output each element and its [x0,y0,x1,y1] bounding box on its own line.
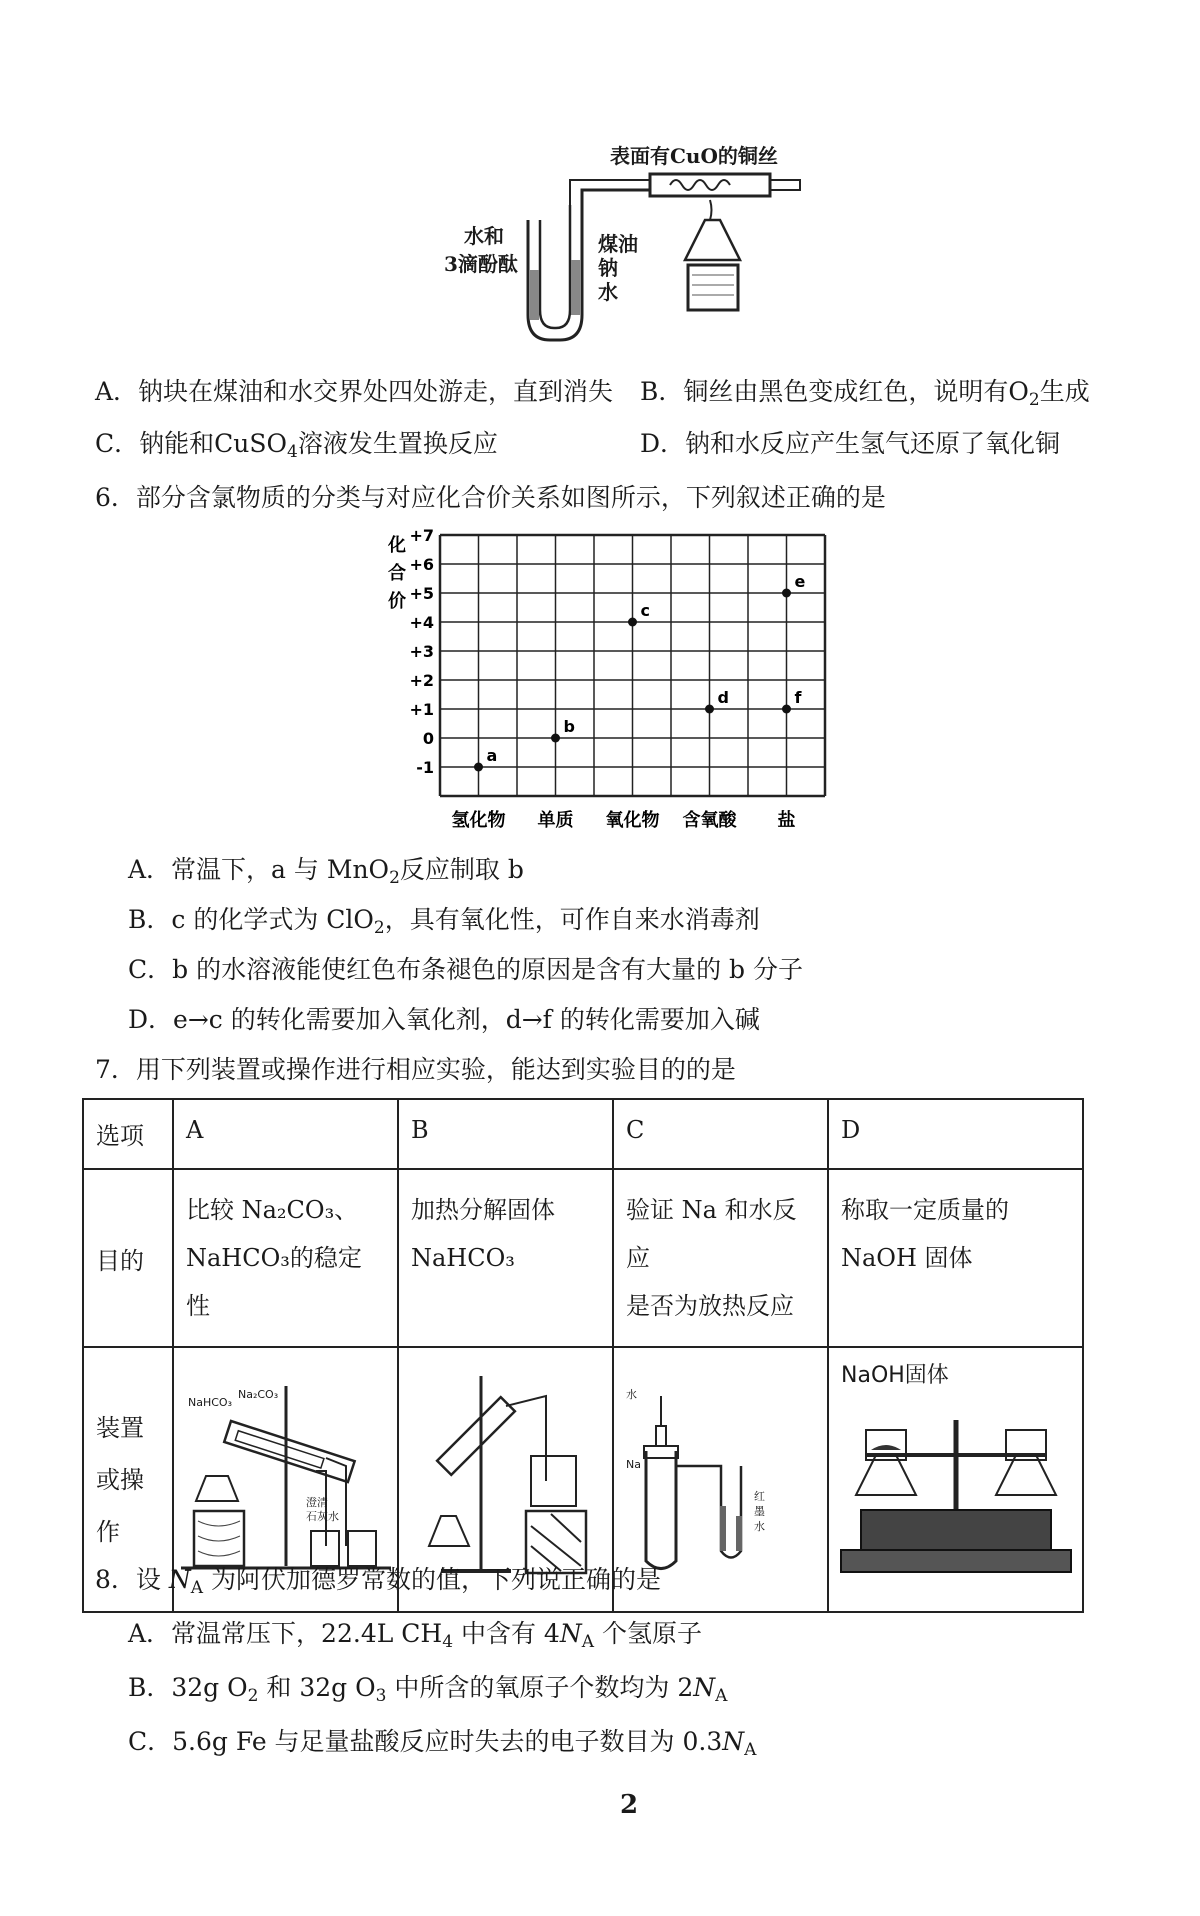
q8-stem-var: N [168,1565,191,1594]
chart-point-b [551,734,560,743]
chart-y-tick-label: +3 [409,642,434,661]
chart-point-c [628,618,637,627]
chart-y-tick-label: 0 [422,729,434,748]
water-phenolphthalein-label-2: 3滴酚酞 [444,252,518,276]
q5-option-c-text: C．钠能和CuSO [95,429,287,458]
chart-category-label: 氢化物 [451,810,506,831]
col-header-a: A [173,1099,398,1169]
q6-option-a-text-end: 反应制取 b [399,855,524,884]
device-label-line3: 作 [96,1517,120,1546]
chart-point-label-f: f [794,688,802,707]
purpose-c [613,1169,828,1347]
purpose-a-line2: NaHCO₃的稳定性 [186,1244,362,1320]
figc-label-ink-3: 水 [754,1520,765,1533]
chart-point-label-c: c [640,601,650,620]
q8-a-sub: 4 [442,1631,454,1652]
chart-y-tick-label: -1 [416,758,434,777]
q6-option-a-sub: 2 [389,867,400,888]
q8-b-vsub: A [715,1685,728,1706]
q8-c-pre: C．5.6g Fe 与足量盐酸反应时失去的电子数目为 0.3 [128,1727,723,1756]
q8-a-post: 个氢原子 [594,1619,702,1648]
table-row-purpose [83,1169,1083,1347]
device-d [828,1347,1083,1612]
purpose-b-line1: 加热分解固体 [411,1196,555,1224]
sodium-label: 钠 [598,256,618,280]
q8-c-vsub: A [744,1739,757,1760]
device-label-line2: 或操 [96,1465,144,1494]
q8-b-sub2: 3 [375,1685,387,1706]
purpose-c-line2: 是否为放热反应 [626,1292,794,1320]
cuo-wire-label: 表面有CuO的铜丝 [610,144,778,168]
chart-y-tick-label: +1 [409,700,434,719]
figc-label-water: 水 [626,1388,637,1401]
chart-y-tick-label: +7 [409,526,434,545]
q8-option-a [128,1614,702,1650]
water-label: 水 [598,280,618,304]
chart-point-label-d: d [717,688,729,707]
purpose-d-line1: 称取一定质量的 [841,1196,1009,1224]
q8-b-mid1: 和 32g O [258,1673,376,1702]
figa-label-limewater: 石灰水 [306,1510,339,1523]
kerosene-label: 煤油 [598,232,638,256]
purpose-b [398,1169,613,1347]
q8-stem [95,1560,661,1596]
q8-a-var: N [559,1619,582,1648]
figc-label-na: Na [626,1458,641,1471]
q5-option-a: A．钠块在煤油和水交界处四处游走，直到消失 [95,377,614,406]
apparatus-figure-q5 [420,144,820,350]
device-d-drawing [831,1400,1081,1600]
q8-option-b [128,1668,727,1704]
q6-option-c: C．b 的水溶液能使红色布条褪色的原因是含有大量的 b 分子 [128,955,803,984]
q6-option-b-text-end: ，具有氧化性，可作自来水消毒剂 [384,905,760,934]
chart-point-label-b: b [563,717,575,736]
chart-category-label: 单质 [537,810,574,831]
chart-y-tick-label: +4 [409,613,434,632]
table-row-header [83,1099,1083,1169]
chart-point-label-e: e [794,572,806,591]
purpose-b-line2: NaHCO₃ [411,1244,515,1272]
figc-label-ink-1: 红 [754,1490,765,1503]
chlorine-valence-chart [380,525,850,835]
q5-option-c [95,424,498,460]
q5-option-c-text-end: 溶液发生置换反应 [297,429,498,458]
device-label-line1: 装置 [96,1413,144,1442]
chart-point-e [782,589,791,598]
chart-y-axis-label: 化 [388,535,406,556]
q8-stem-pre: 8．设 [95,1565,169,1594]
chart-point-d [705,705,714,714]
figd-label: NaOH固体 [841,1363,949,1388]
chart-y-tick-label: +2 [409,671,434,690]
q8-b-var: N [693,1673,716,1702]
q5-option-c-sub: 4 [286,441,298,462]
chart-y-axis-label: 合 [388,563,406,584]
q8-a-mid: 中含有 4 [453,1619,560,1648]
q8-c-var: N [722,1727,745,1756]
header-label-cell: 选项 [83,1099,173,1169]
q7-stem: 7．用下列装置或操作进行相应实验，能达到实验目的的是 [95,1055,736,1084]
q8-a-vsub: A [581,1631,594,1652]
purpose-d [828,1169,1083,1347]
figa-label-na2co3: Na₂CO₃ [238,1388,279,1401]
q6-option-a-text: A．常温下，a 与 MnO [128,855,390,884]
q8-a-pre: A．常温常压下，22.4L CH [128,1619,443,1648]
q5-option-d: D．钠和水反应产生氢气还原了氧化铜 [640,429,1061,458]
col-header-b: B [398,1099,613,1169]
page-number: 2 [620,1790,639,1820]
figa-label-clear: 澄清 [306,1496,328,1509]
purpose-a-line1: 比较 Na₂CO₃、 [186,1196,359,1224]
q8-stem-post: 为阿伏加德罗常数的值，下列说正确的是 [203,1565,661,1594]
q5-option-b-sub: 2 [1028,389,1040,410]
water-phenolphthalein-label-1: 水和 [464,224,504,248]
q8-b-sub1: 2 [247,1685,259,1706]
chart-category-label: 含氧酸 [682,810,737,831]
q8-stem-sub: A [190,1577,204,1598]
q6-option-d: D．e→c 的转化需要加入氧化剂，d→f 的转化需要加入碱 [128,1005,760,1034]
q6-option-b-text: B．c 的化学式为 ClO [128,905,374,934]
chart-category-label: 盐 [777,810,796,831]
q6-stem: 6．部分含氯物质的分类与对应化合价关系如图所示，下列叙述正确的是 [95,483,886,512]
chart-point-label-a: a [486,746,498,765]
chart-category-label: 氧化物 [605,810,660,831]
q8-b-pre: B．32g O [128,1673,248,1702]
figc-label-ink-2: 墨 [754,1505,765,1518]
purpose-d-line2: NaOH 固体 [841,1244,973,1272]
q5-option-b [640,372,1090,408]
q5-option-b-text-end: 生成 [1039,377,1090,406]
col-header-c: C [613,1099,828,1169]
chart-y-tick-label: +5 [409,584,434,603]
q8-b-mid2: 中所含的氧原子个数均为 2 [386,1673,694,1702]
q6-option-b-sub: 2 [373,917,385,938]
chart-y-tick-label: +6 [409,555,434,574]
purpose-c-line1: 验证 Na 和水反应 [626,1196,797,1272]
q5-option-b-text: B．铜丝由黑色变成红色，说明有O [640,377,1029,406]
purpose-a [173,1169,398,1347]
col-header-d: D [828,1099,1083,1169]
q6-option-a [128,850,524,886]
q8-option-c [128,1722,756,1758]
chart-point-f [782,705,791,714]
chart-y-axis-label: 价 [388,591,406,612]
q6-option-b [128,900,760,936]
purpose-label-cell: 目的 [83,1169,173,1347]
chart-point-a [474,763,483,772]
figa-label-nahco3: NaHCO₃ [188,1396,232,1409]
q7-options-table [82,1098,1084,1613]
chart-svg [380,525,850,835]
